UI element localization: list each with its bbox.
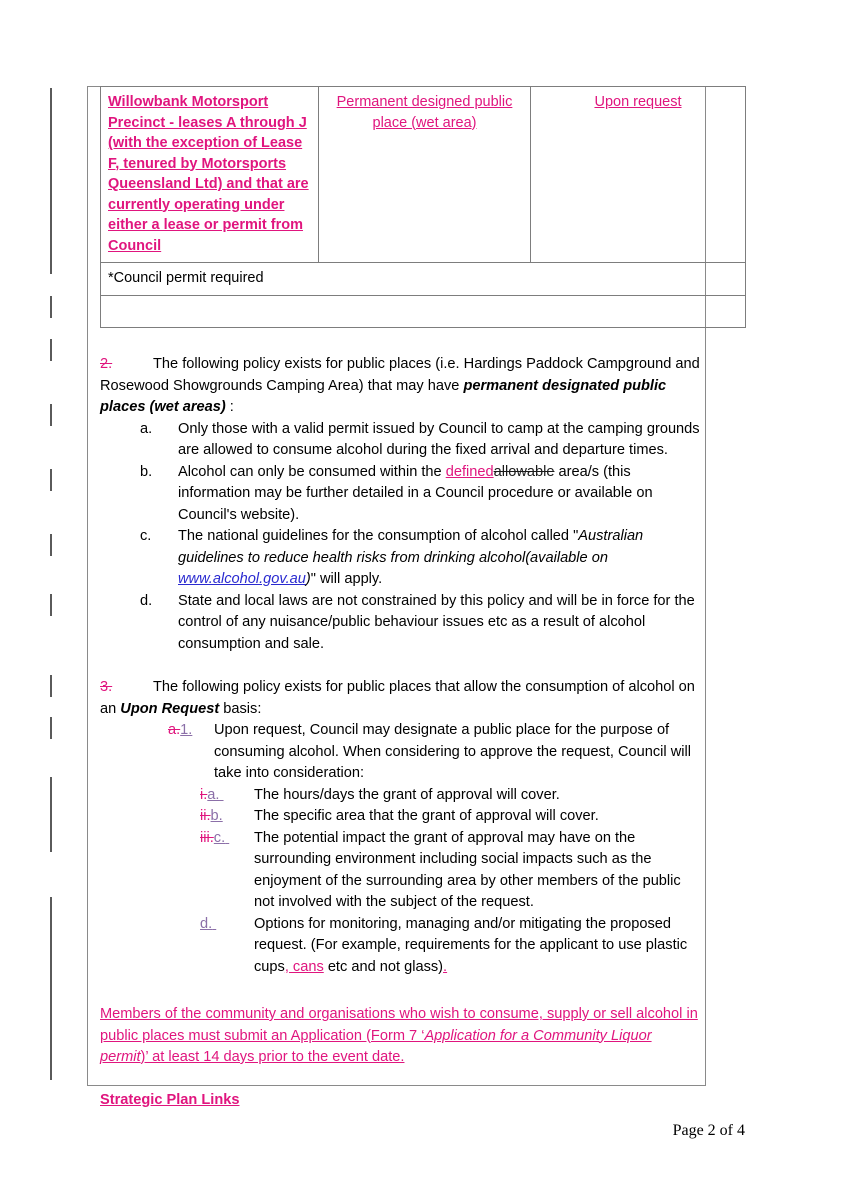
list-item-2a: [140, 419, 700, 462]
table-row: [101, 87, 746, 263]
deleted-text: allowable: [493, 463, 555, 480]
section-3-emphasis: Upon Request: [120, 700, 220, 717]
table-row-empty: [101, 295, 746, 328]
inserted-paragraph: [100, 1004, 700, 1069]
list-item-3-1: [168, 720, 700, 785]
heading-text: Strategic Plan Links: [100, 1091, 240, 1108]
section-3-intro-text: The following policy exists for public places that allow the consumption of alcohol on an: [100, 679, 695, 717]
location-text: Willowbank Motorsport Precinct - leases A through J (with the exception of Lease F, tenured by Motorsports Queensland Ltd) and that are currently operating under either a lease or permit from Council: [108, 94, 309, 254]
inserted-tab-space: [225, 828, 255, 850]
list-marker-revised: a.1.: [168, 722, 193, 738]
document-content: [100, 86, 700, 1109]
list-marker-revised: i.a.: [200, 786, 220, 803]
list-item-text-before: Alcohol can only be consumed within the: [178, 463, 446, 480]
inserted-period: .: [443, 958, 448, 975]
inserted-text: defined: [445, 463, 494, 480]
section-2-emphasis: permanent designated public places (wet areas): [100, 377, 667, 415]
table-cell-empty: [101, 295, 746, 328]
list-item-text: Only those with a valid permit issued by Council to camp at the camping grounds are allowed to consume alcohol during the fixed arrival and departure times.: [178, 420, 700, 458]
list-item-text: The specific area that the grant of approval will cover.: [254, 808, 599, 824]
list-item-3-1-a: [200, 785, 700, 807]
change-bar: [50, 777, 52, 852]
change-bar: [50, 339, 52, 361]
table-cell-request: [531, 87, 746, 263]
change-bar: [50, 675, 52, 697]
policy-table: [100, 86, 746, 328]
change-bar: [50, 296, 52, 318]
section-3-intro: [100, 677, 700, 720]
list-item-text: State and local laws are not constrained by this policy and will be in force for the control of any nuisance/public behaviour issues etc as a result of alcohol consumption and sale.: [178, 592, 695, 652]
italic-guideline-title: Australian guidelines to reduce health risks from drinking alcohol(available on: [178, 528, 644, 566]
list-item-3-1-b: [200, 806, 700, 828]
section-2-intro: [100, 354, 700, 419]
page-footer: Page 2 of 4: [672, 1122, 745, 1139]
table-cell-note: *Council permit required: [101, 263, 746, 296]
list-item-text-after: area/s (this information may be further detailed in a Council procedure or available on Council's website).: [178, 463, 653, 523]
list-marker: a.: [140, 420, 153, 437]
section-3-marker: 3.: [100, 679, 113, 695]
list-marker-revised: ii.b.: [200, 808, 223, 824]
list-item-2c: [140, 526, 700, 591]
strategic-plan-links-heading: [100, 1091, 700, 1109]
section-2-intro-tail: :: [225, 399, 234, 415]
list-item-text-after: " will apply.: [310, 571, 383, 587]
table-row-note: [101, 263, 746, 296]
alcohol-gov-au-link[interactable]: www.alcohol.gov.au: [178, 571, 306, 587]
change-bar-margin: [0, 0, 90, 1193]
change-bar: [50, 404, 52, 426]
italic-close-paren: ): [305, 571, 311, 587]
list-item-text: Upon request, Council may designate a public place for the purpose of consuming alcohol. When considering to approve the request, Council will take into consideration:: [214, 722, 691, 781]
inserted-paragraph-part2: )’ at least 14 days prior to the event date.: [140, 1049, 405, 1065]
list-item-text: The hours/days the grant of approval will cover.: [254, 786, 560, 803]
list-item-text-before: The national guidelines for the consumption of alcohol called ": [178, 528, 579, 544]
list-item-3-1-c: [200, 828, 700, 914]
change-bar: [50, 534, 52, 556]
list-item-text-mid: etc and not glass): [323, 958, 444, 975]
change-bar: [50, 469, 52, 491]
section-3-intro-tail: basis:: [219, 700, 262, 717]
list-marker: b.: [140, 463, 153, 480]
change-bar: [50, 594, 52, 616]
inserted-paragraph-italic: Application for a Community Liquor permit: [100, 1027, 652, 1065]
list-item-2b: [140, 462, 700, 527]
table-cell-designation: [319, 87, 531, 263]
change-bar: [50, 88, 52, 274]
list-marker: c.: [140, 528, 152, 544]
table-cell-location: [101, 87, 319, 263]
list-item-2d: [140, 591, 700, 656]
list-marker-revised: iii.c.: [200, 828, 255, 850]
inserted-text: , cans: [284, 958, 324, 975]
inserted-paragraph-part1: Members of the community and organisations who wish to consume, supply or sell alcohol in public places must submit an Application (Form 7 ‘: [100, 1006, 698, 1044]
change-bar: [50, 897, 52, 1080]
list-item-3-1-d: [200, 914, 700, 979]
request-text: Upon request: [594, 94, 682, 110]
section-2-intro-text: The following policy exists for public places (i.e. Hardings Paddock Campground and Rosewood Showgrounds Camping Area) that may have: [100, 356, 700, 394]
designation-text: Permanent designed public place (wet area): [336, 94, 513, 131]
list-item-text: The potential impact the grant of approval may have on the surrounding environment including social impacts such as the enjoyment of the surrounding area by other members of the public not involved with the subject of the request.: [254, 829, 681, 910]
list-marker-revised: d.: [200, 915, 213, 932]
change-bar: [50, 717, 52, 739]
list-item-text-before: Options for monitoring, managing and/or mitigating the proposed request. (For example, requirements for the applicant to use plastic cups: [254, 915, 688, 975]
list-marker: d.: [140, 592, 153, 609]
section-2-marker: 2.: [100, 356, 113, 372]
